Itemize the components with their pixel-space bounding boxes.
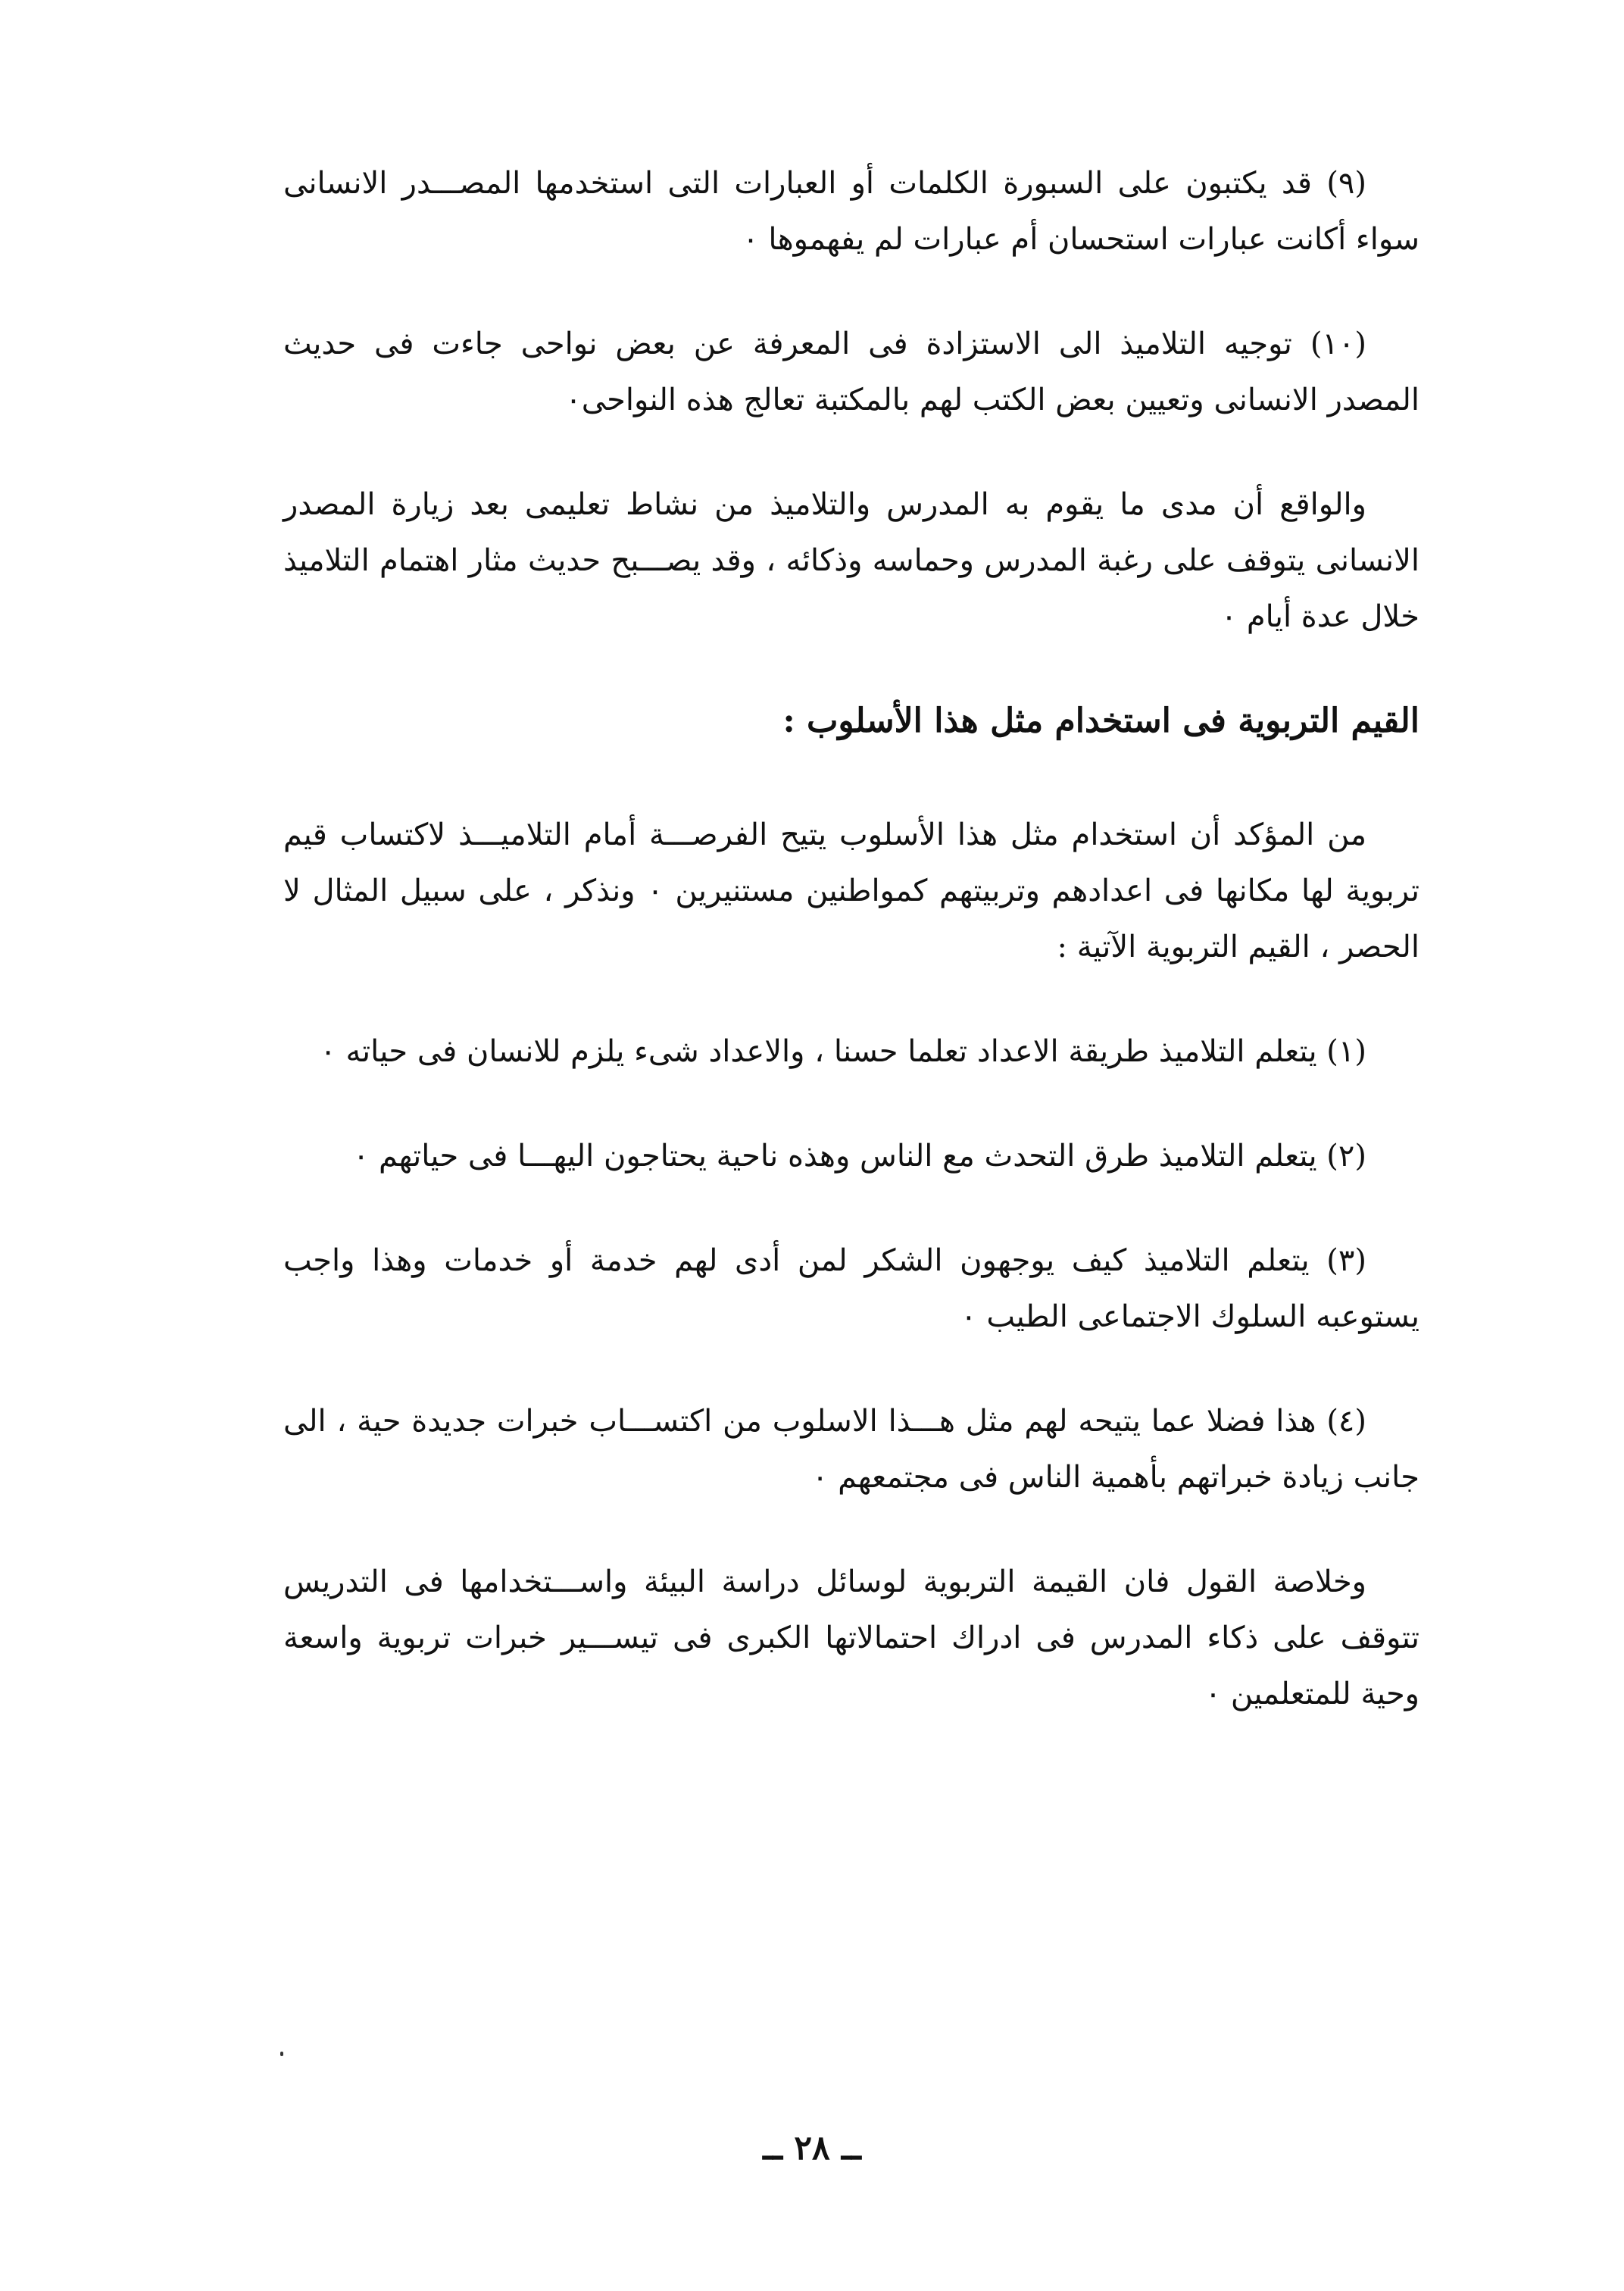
item-text: يتعلم التلاميذ كيف يوجهون الشكر لمن أدى لهم خدمة أو خدمات وهذا واجب يستوعبه السلوك الاجتماعى الطيب ٠ (283, 1243, 1419, 1334)
item-text: قد يكتبون على السبورة الكلمات أو العبارات التى استخدمها المصـــدر الانسانى سواء أكانت عبارات استحسان أم عبارات لم يفهموها ٠ (283, 166, 1419, 257)
value-item-1 (283, 1024, 1419, 1080)
item-number: (١٠) (1310, 327, 1366, 361)
section-heading: القيم التربوية فى استخدام مثل هذا الأسلوب : (782, 702, 1419, 740)
value-item-2 (283, 1128, 1419, 1184)
value-item-4 (283, 1393, 1419, 1505)
page-content (283, 155, 1419, 1771)
item-number: (٤) (1326, 1404, 1367, 1439)
item-number: (١) (1326, 1034, 1366, 1069)
scan-speck (280, 2052, 283, 2056)
item-text: يتعلم التلاميذ طريقة الاعداد تعلما حسنا ، والاعداد شىء يلزم للانسان فى حياته ٠ (320, 1034, 1317, 1069)
paragraph-conclusion: وخلاصة القول فان القيمة التربوية لوسائل دراسة البيئة واســـتخدامها فى التدريس تتوقف على ذكاء المدرس فى ادراك احتمالاتها الكبرى فى تيســـير خبرات تربوية واسعة وحية للمتعلمين ٠ (283, 1564, 1419, 1711)
list-item-9 (283, 155, 1419, 267)
item-number: (٣) (1326, 1243, 1366, 1278)
list-item-10 (283, 316, 1419, 428)
item-text: يتعلم التلاميذ طرق التحدث مع الناس وهذه ناحية يحتاجون اليهـــا فى حياتهم ٠ (352, 1139, 1317, 1174)
paragraph-intro-values: من المؤكد أن استخدام مثل هذا الأسلوب يتيح الفرصـــة أمام التلاميـــذ لاكتساب قيم تربوية لها مكانها فى اعدادهم وتربيتهم كمواطنين مستنيرين ٠ ونذكر ، على سبيل المثال لا الحصر ، القيم التربوية الآتية : (283, 817, 1420, 964)
paragraph-reality: والواقع أن مدى ما يقوم به المدرس والتلاميذ من نشاط تعليمى بعد زيارة المصدر الانسانى يتوقف على رغبة المدرس وحماسه وذكائه ، وقد يصـــبح حديث مثار اهتمام التلاميذ خلال عدة أيام ٠ (283, 487, 1419, 634)
value-item-3 (283, 1233, 1419, 1345)
item-number: (٢) (1326, 1139, 1366, 1174)
item-text: توجيه التلاميذ الى الاستزادة فى المعرفة عن بعض نواحى جاءت فى حديث المصدر الانسانى وتعيين بعض الكتب لهم بالمكتبة تعالج هذه النواحى٠ (283, 327, 1419, 417)
item-number: (٩) (1326, 166, 1367, 201)
item-text: هذا فضلا عما يتيحه لهم مثل هـــذا الاسلوب من اكتســـاب خبرات جديدة حية ، الى جانب زيادة خبراتهم بأهمية الناس فى مجتمعهم ٠ (283, 1404, 1419, 1495)
page-number: ــ ٢٨ ــ (763, 2129, 861, 2168)
